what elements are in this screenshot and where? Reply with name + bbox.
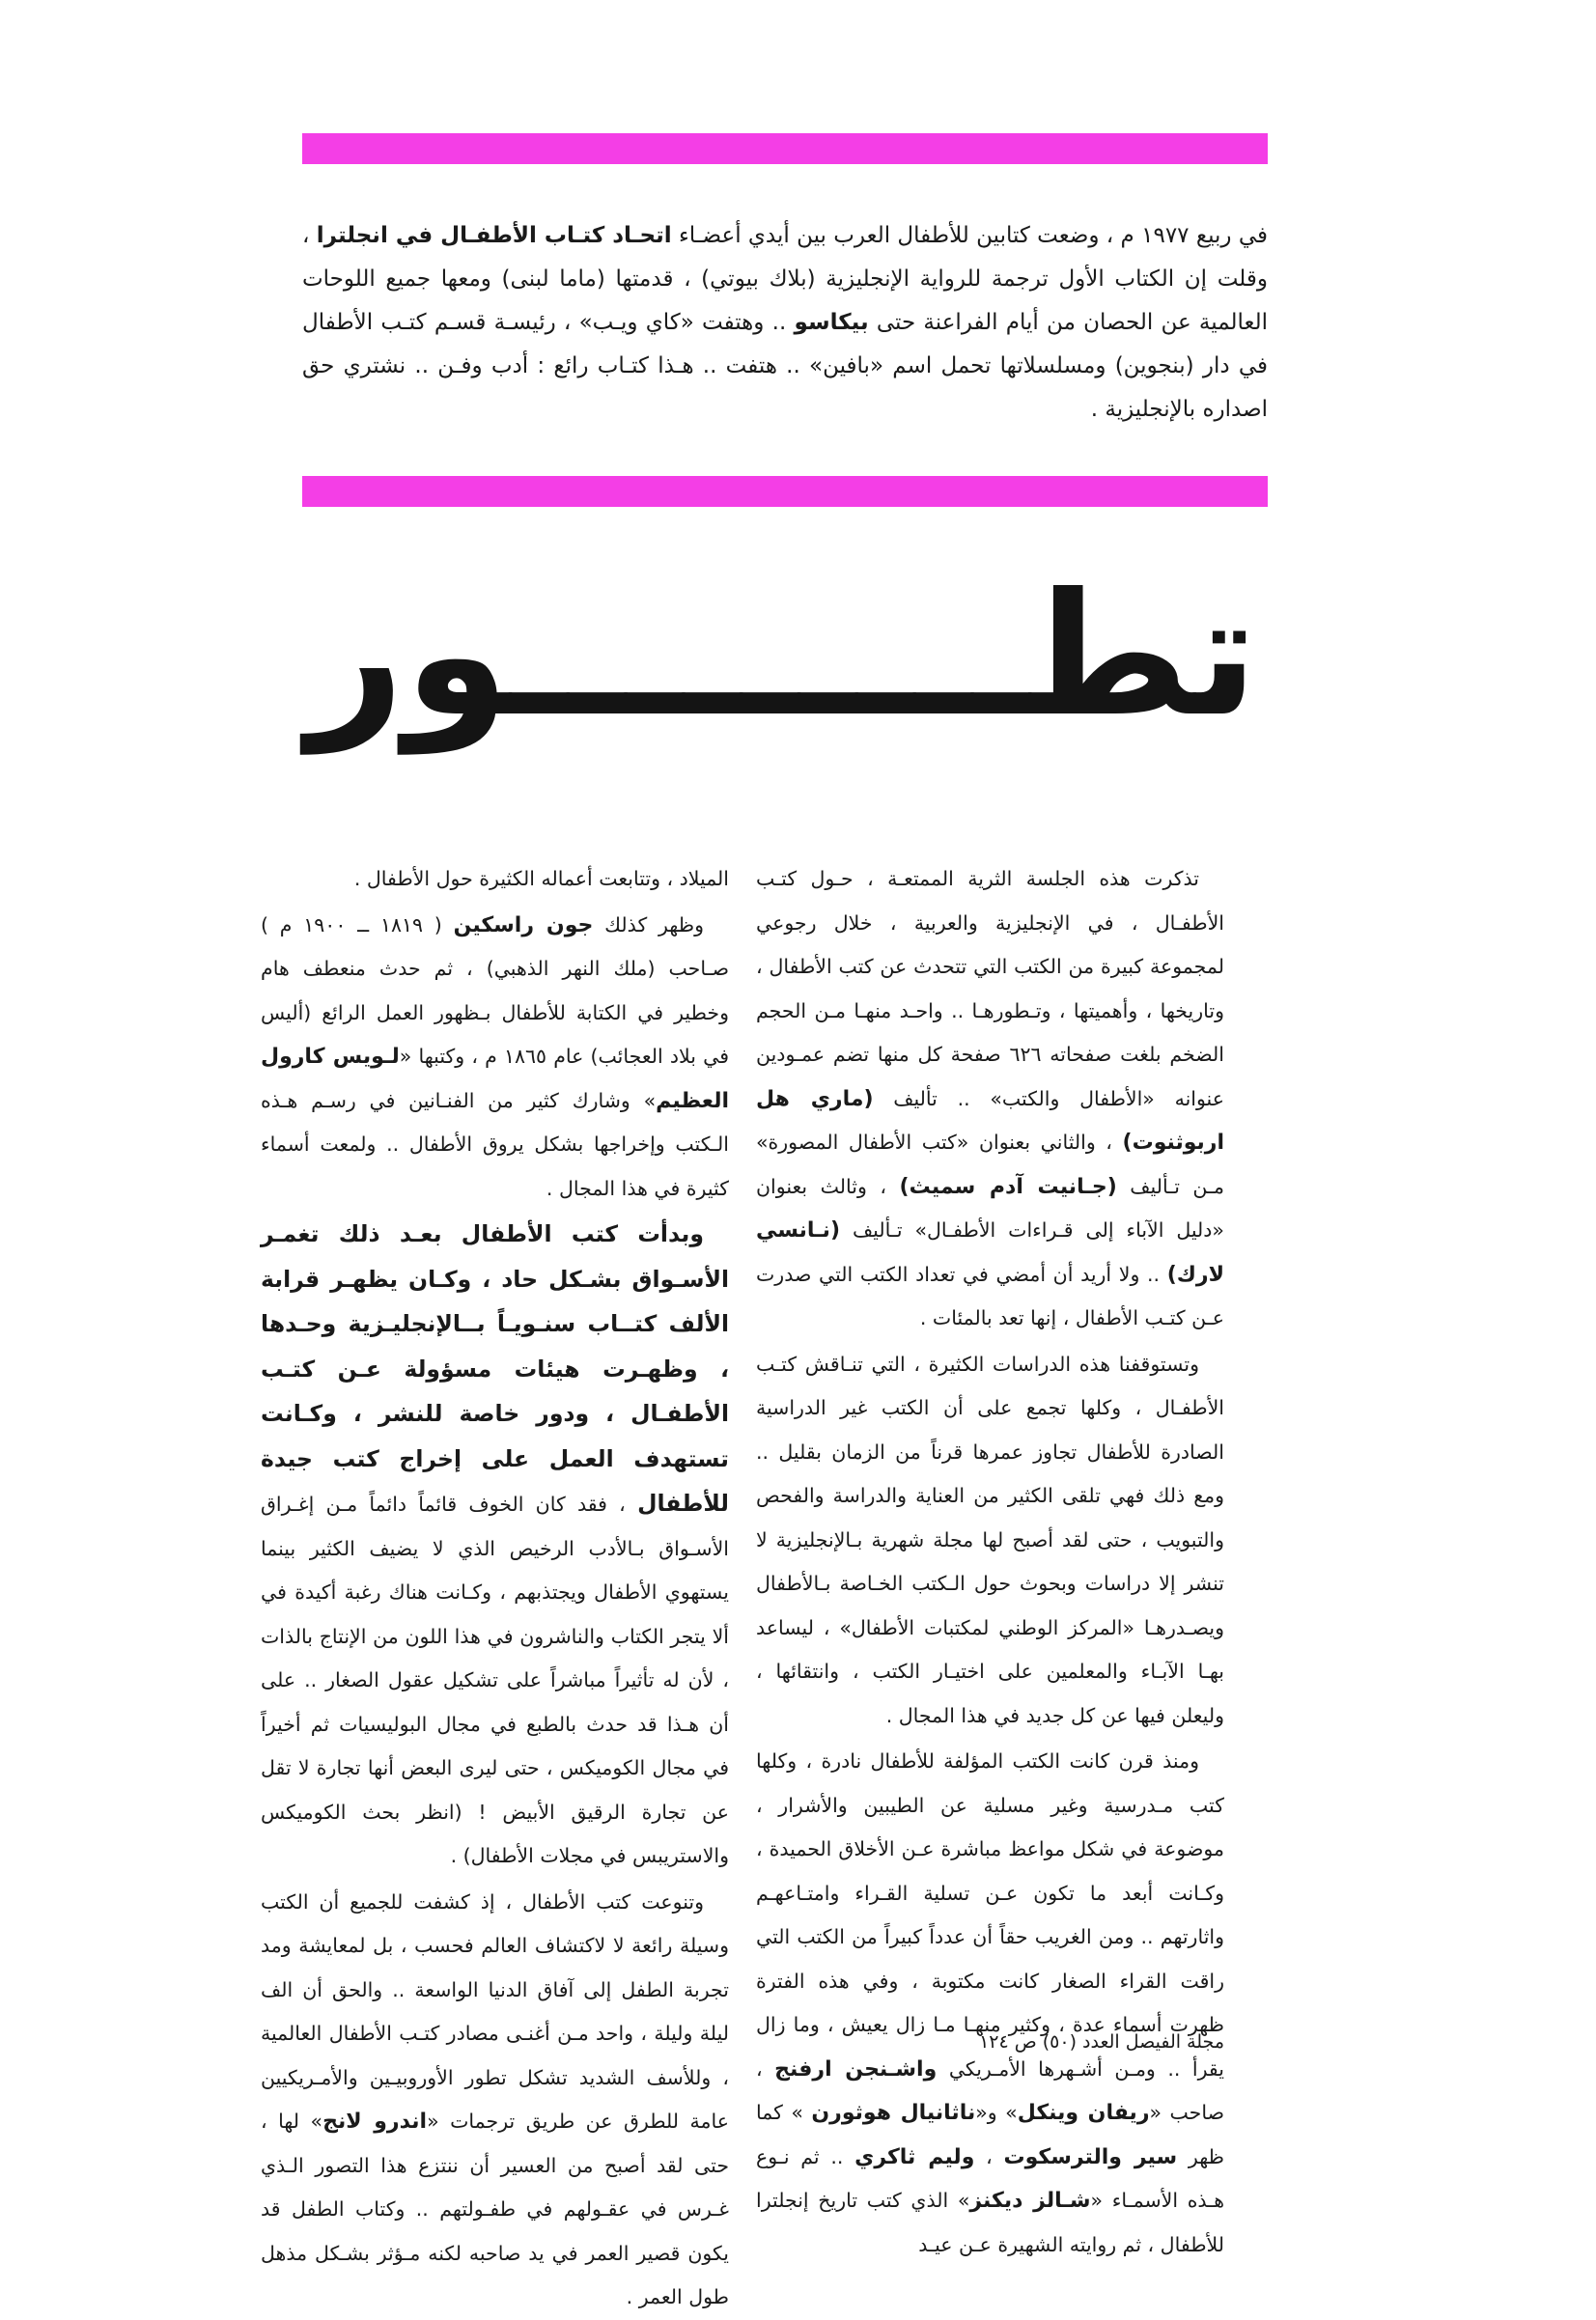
right-p1-bold-3: (نـانسي لارك) [756,1218,1224,1287]
left-p3-text: ، فقد كان الخوف قائماً دائماً مـن إغـراق الأسـواق بـالأدب الرخيص الذي لا يضيف الكثير بينما يستهوي الأطفال ويجتذبهم ، وكـانت هناك رغبة أكيدة في ألا يتجر الكتاب والناشرون في هذا اللون من الإنتاج بالذات ، لأن له تأثيراً مباشراً على تشكيل عقول الصغار .. على أن هـذا قد حدث بالطبع في مجال البوليسيات ثم أخيراً في مجال الكوميكس ، حتى ليرى البعض أنها تجارة لا تقل عن تجارة الرقيق الأبيض ! (انظر بحث الكوميكس والاستريبس في مجلات الأطفال) . [261,1493,729,1867]
intro-paragraph [302,214,1268,475]
left-p4-bold: اندرو لانج [322,2110,428,2134]
intro-text-3: .. وهتفت «كاي ويـب» ، رئيسـة قسـم كتـب الأطفال في دار (بنجوين) ومسلسلاتها تحمل اسم «بافين» .. هتفت .. هـذا كتـاب رائع : أدب وفـن .. نشتري حق اصداره بالإنجليزية . [302,310,1268,422]
page-footer: مجلة الفيصل العدد (٥٠) ص ١٢٤ [979,2031,1224,2053]
right-p3-bold-6: شـالز ديكنز [969,2189,1091,2213]
right-p1-text-a: تذكرت هذه الجلسة الثرية الممتعـة ، حـول كتـب الأطفـال ، في الإنجليزية والعربية ، خلال رجوعي لمجموعة كبيرة من الكتب التي تتحدث عن كتب الأطفال ، وتاريخها ، وأهميتها ، وتـطورهـا .. واحـد منهـا مـن الحجم الضخم بلغت صفحاته ٦٢٦ صفحة كل منها تضم عمـودين عنوانه «الأطفال والكتب» .. تأليف [756,867,1224,1110]
accent-bar-bottom [302,476,1268,507]
left-p3-bold: وبدأت كتب الأطفال بعـد ذلك تغمـر الأسـواق بشـكل حاد ، وكـان يظهـر قرابة الألف كتــاب سنـويـاً بــالإنجليـزية وحـدها ، وظهـرت هيئات مسؤولة عـن كتـب الأطفـال ، ودور خاصة للنشر ، وكـانت تستهدف العمل على إخراج كتب جيدة للأطفال [261,1220,729,1517]
left-p2-text-a: وظهر كذلك [604,912,704,936]
left-paragraph-4 [261,1881,729,2320]
right-p3-text-e: ، [986,2144,993,2168]
left-p2-text-c: » وشارك كثير من الفنـانين في رسـم هـذه الـكتب وإخراجها بشكل يروق الأطفال .. ولمعت أسماء كثيرة في هذا المجال . [261,1088,729,1200]
left-paragraph-2 [261,904,729,1212]
intro-text-2: ، وقلت إن الكتاب الأول ترجمة للرواية الإنجليزية (بلاك بيوتي) ، قدمتها (ماما لبنى) ومعها جميع اللوحات العالمية عن الحصان من أيام الفراعنة حتى [302,223,1269,335]
right-p1-text-c: ، وثالث بعنوان «دليل الآباء إلى قـراءات الأطفـال» تـأليف [756,1174,1224,1242]
left-p2-text-b: ( ١٨١٩ ــ ١٩٠٠ م ) صـاحب (ملك النهر الذهبي) ، ثم حدث منعطف هام وخطير في الكتابة للأطفال بـظهور العمل الرائع (أليس في بلاد العجائب) عام ١٨٦٥ م ، وكتبها « [261,912,729,1068]
left-paragraph-3 [261,1213,729,1879]
right-p1-bold-2: (جـانيت آدم سميث) [899,1174,1117,1199]
right-p3-text-c: » و« [975,2101,1018,2124]
right-p3-text-d: » كما ظهر [756,2101,1224,2168]
right-paragraph-3 [756,1740,1224,2267]
article-column-left [261,857,729,2308]
headline-title: تطـــــــــور [307,558,1258,754]
right-p3-bold-5: وليم ثاكري [854,2144,975,2169]
left-p4-text-b: » لها ، حتى لقد أصبح من العسير أن ننتزع هذا التصور الـذي غـرس في عقـولهم في طفـولتهم .. وكتاب الطفل قد يكون قصير العمر في يد صاحبه لكنه مـؤثر بشـكل مذهل طول العمر . [261,2110,729,2308]
right-p3-bold-2: ريفان وينكل [1017,2101,1150,2125]
right-p3-text-g: » الذي كتب تاريخ إنجلترا للأطفال ، ثم روايته الشهيرة عـن عيـد [756,2189,1224,2256]
right-p3-text-f: .. ثم نـوع هـذه الأسمـاء « [756,2144,1225,2212]
left-p2-bold-1: جون راسكين [453,912,594,937]
right-p1-bold-1: (ماري هل اربوثنوت) [756,1086,1224,1155]
right-p3-text-a: ومنذ قرن كانت الكتب المؤلفة للأطفال نادرة ، وكلها كتب مـدرسية وغير مسلية عن الطيبين والأشرار ، موضوعة في شكل مواعظ مباشرة عـن الأخلاق الحميدة ، وكـانت أبعد ما تكون عـن تسلية القـراء وامتـاعهـم واثارتهم .. ومن الغريب حقاً أن عدداً كبيراً من الكتب التي راقت القراء الصغار كانت مكتوبة ، وفي هذه الفترة ظهرت أسماء عدة ، وكثير منهـا مـا زال يعيش ، وما زال يقرأ .. ومـن أشـهرها الأمـريكي [756,1749,1224,2081]
accent-bar-top [302,133,1268,164]
left-p2-bold-2: لـويس كارول العظيم [261,1045,729,1113]
right-p1-text-b: ، والثاني بعنوان «كتب الأطفال المصورة» مـن تـأليف [756,1131,1225,1198]
right-p3-text-b: ، صاحب « [756,2056,1224,2124]
right-p1-text-d: .. ولا أريد أن أمضي في تعداد الكتب التي صدرت عـن كتـب الأطفال ، إنها تعد بالمئات . [756,1262,1224,1329]
right-p3-bold-3: ناثانيال هوثورن [811,2101,976,2125]
right-paragraph-2: وتستوقفنا هذه الدراسات الكثيرة ، التي تنـاقش كتـب الأطفـال ، وكلها تجمع على أن الكتب غير الدراسية الصادرة للأطفال تجاوز عمرها قرناً من الزمان بقليل .. ومع ذلك فهي تلقى الكثير من العناية والدراسة والفحص والتبويب ، حتى لقد أصبح لها مجلة شهرية بـالإنجليزية لا تنشر إلا دراسات وبحوث حول الـكتب الخـاصة بـالأطفال ويصـدرهـا «المركز الوطني لمكتبات الأطفال» ، ليساعد بهـا الآبـاء والمعلمين على اختيـار الكتب ، وانتقائها ، وليعلن فيها عن كل جديد في هذا المجال . [756,1352,1224,1727]
right-p3-bold-4: سير والترسكوت [1003,2144,1178,2169]
right-p3-bold-1: واشـنجن ارفنج [774,2056,938,2082]
left-paragraph-1: الميلاد ، وتتابعت أعماله الكثيرة حول الأطفال . [353,867,729,890]
left-p4-text-a: وتنوعت كتب الأطفال ، إذ كشفت للجميع أن الكتب وسيلة رائعة لا لاكتشاف العالم فحسب ، بل لمعايشة ومد تجربة الطفل إلى آفاق الدنيا الواسعة .. والحق أن الف ليلة وليلة ، واحد مـن أغنـى مصادر كتـب الأطفال العالمية ، وللأسف الشديد تشكل تطور الأوروبيـين والأمـريكيين عامة للطرق عن طريق ترجمات « [261,1889,729,2133]
intro-text-1: في ربيع ١٩٧٧ م ، وضعت كتابين للأطفال العرب بين أيدي أعضـاء [678,223,1269,248]
intro-bold-union: اتحـاد كتـاب الأطفـال في انجلترا [316,223,672,248]
right-paragraph-1 [756,857,1224,1341]
intro-bold-picasso: بيكاسو [794,310,869,335]
